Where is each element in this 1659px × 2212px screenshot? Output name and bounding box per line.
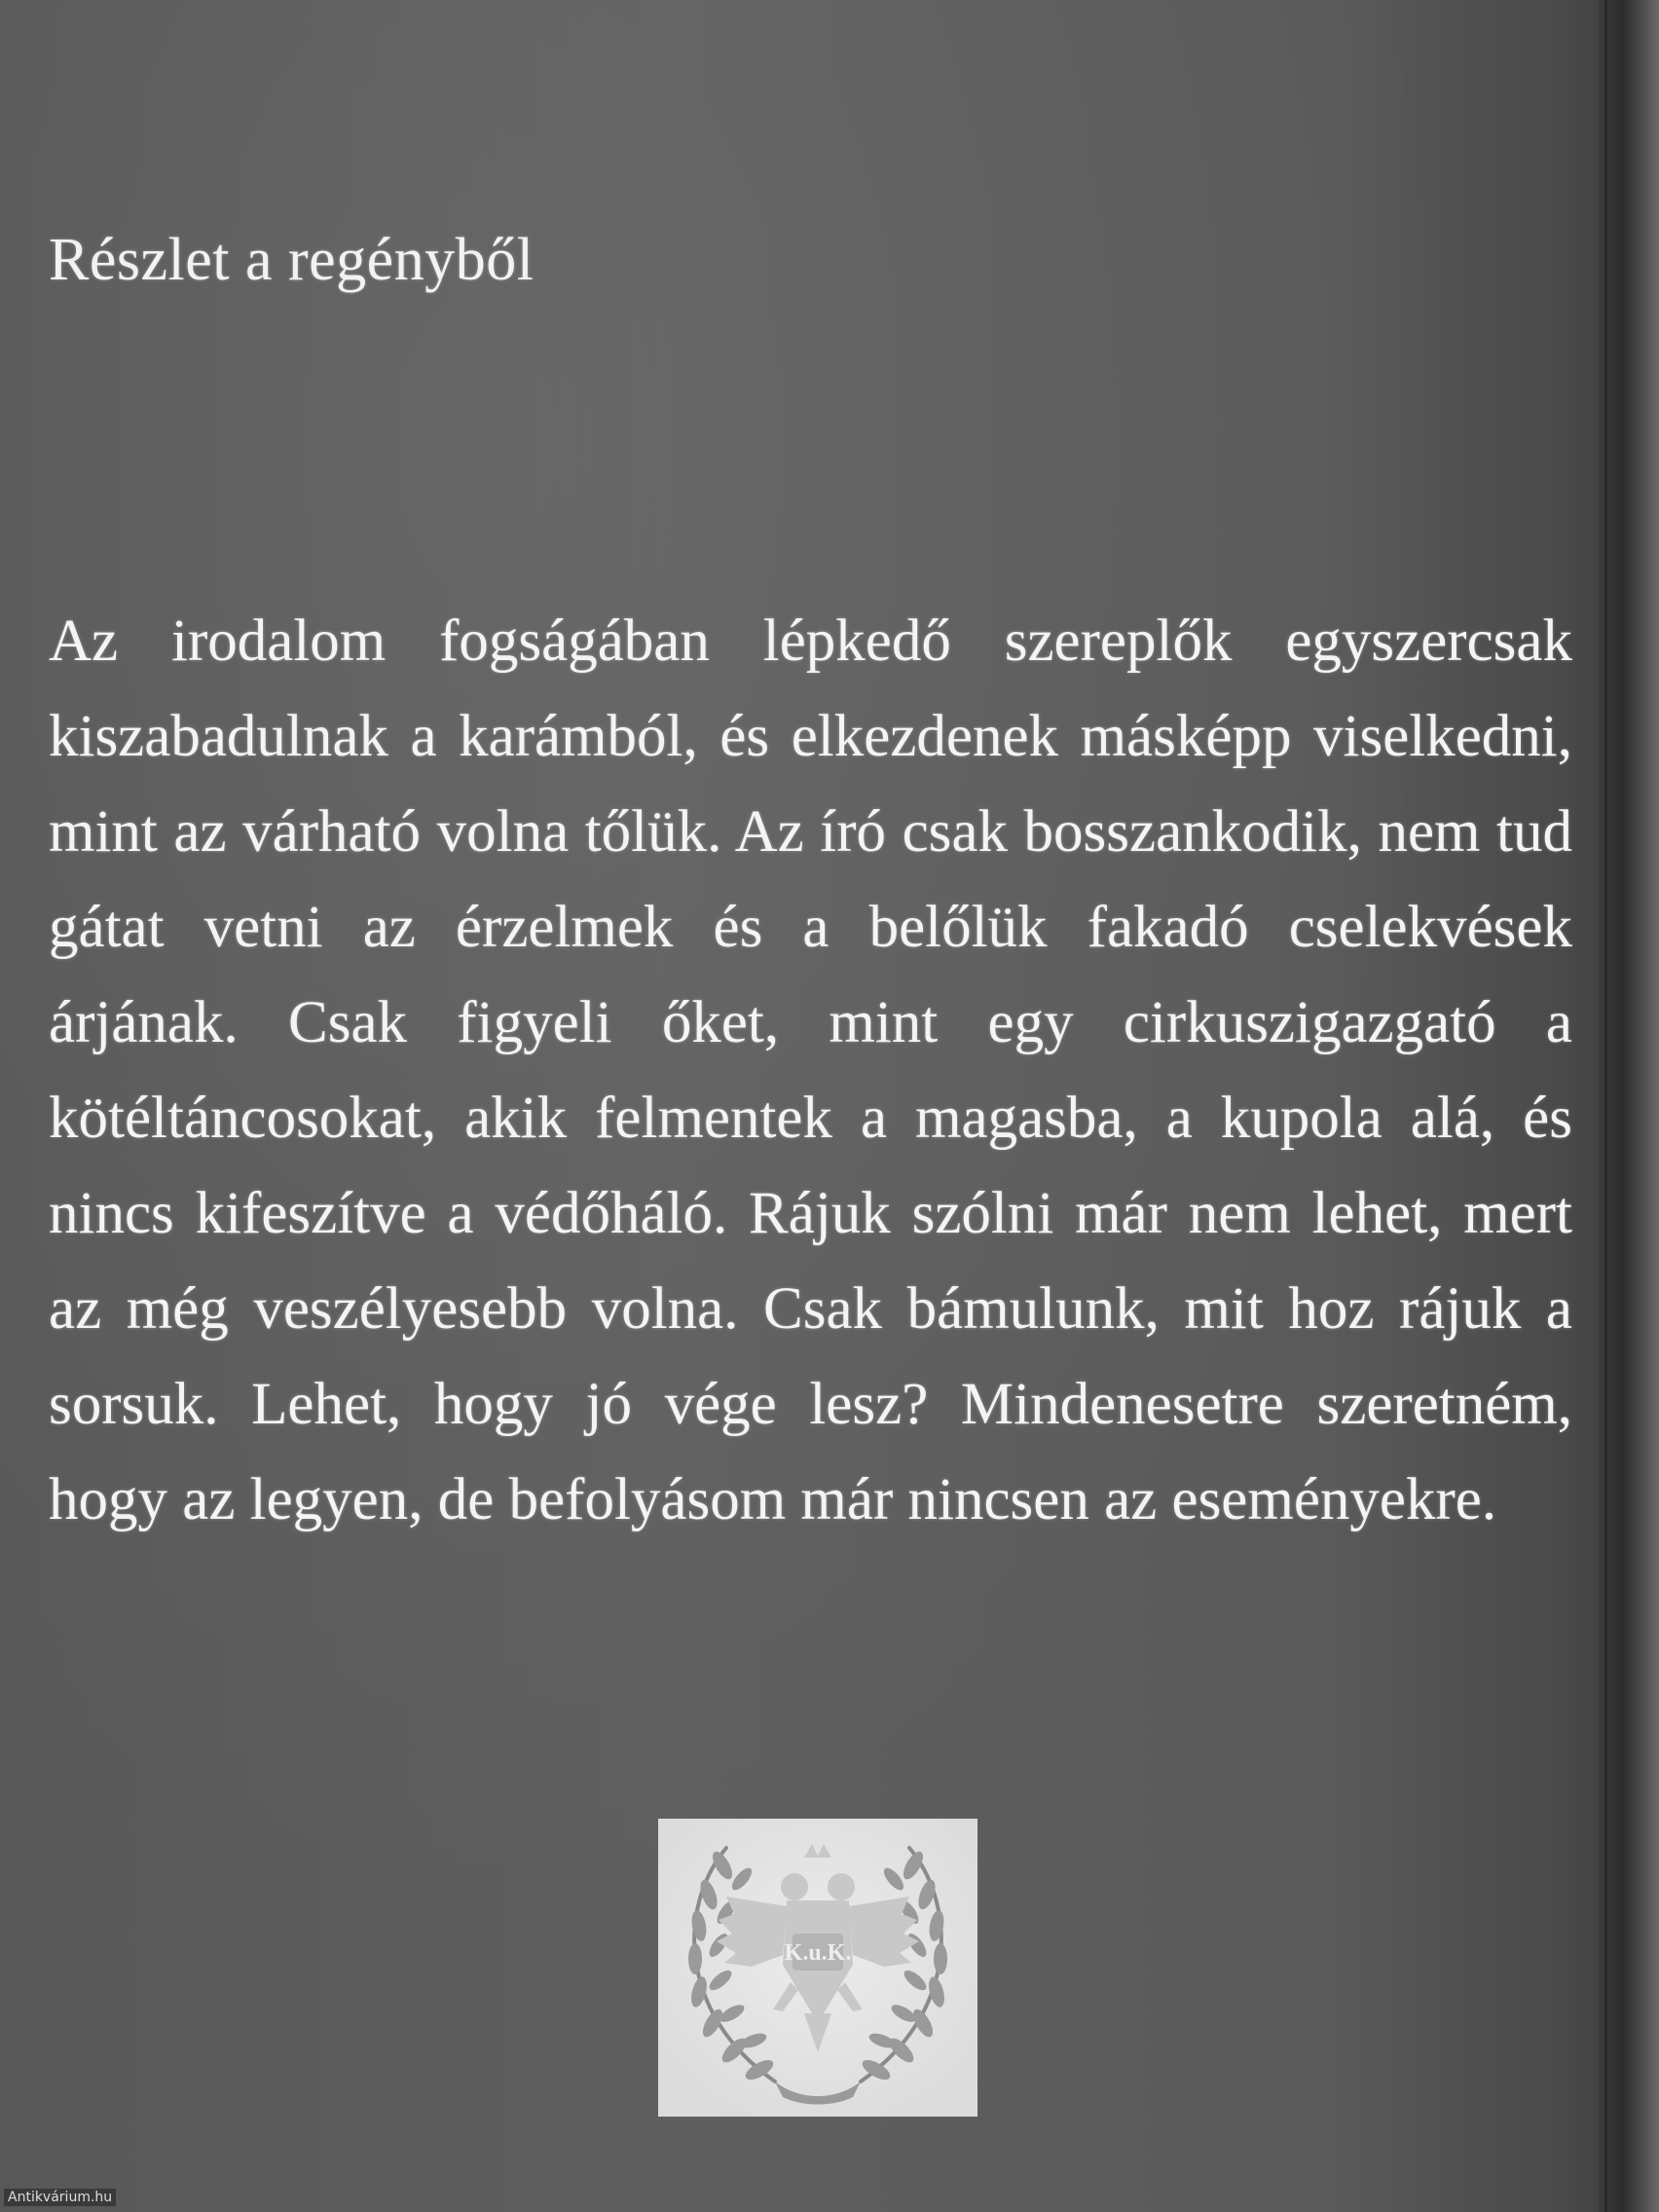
- excerpt-heading: Részlet a regényből: [49, 227, 535, 293]
- excerpt-text: Az irodalom fogságában lépkedő szereplők egyszercsak kiszabadulnak a karámból, és elkezdenek másképp viselkedni, mint az várható volna tőlük. Az író csak bosszankodik, nem tud gátat vetni az érzelmek és a belőlük fakadó cselekvések árjának. Csak figyeli őket, mint egy cirkuszigazgató a kötéltáncosokat, akik felmentek a magasba, a kupola alá, és nincs kifeszítve a védőháló. Rájuk szólni már nem lehet, mert az még veszélyesebb volna. Csak bámulunk, mit hoz rájuk a sorsuk. Lehet, hogy jó vége lesz? Mindenesetre szeretném, hogy az legyen, de befolyásom már nincsen az eseményekre.: [49, 608, 1572, 1532]
- publisher-logo: [658, 1819, 977, 2117]
- spine-crease: [1604, 0, 1607, 2212]
- double-headed-eagle-laurel-wreath-icon: [658, 1819, 977, 2117]
- watermark: Antikvárium.hu: [4, 2189, 116, 2206]
- book-spine-edge: [1599, 0, 1659, 2212]
- logo-emblem-text: K.u.K.: [784, 1940, 852, 1966]
